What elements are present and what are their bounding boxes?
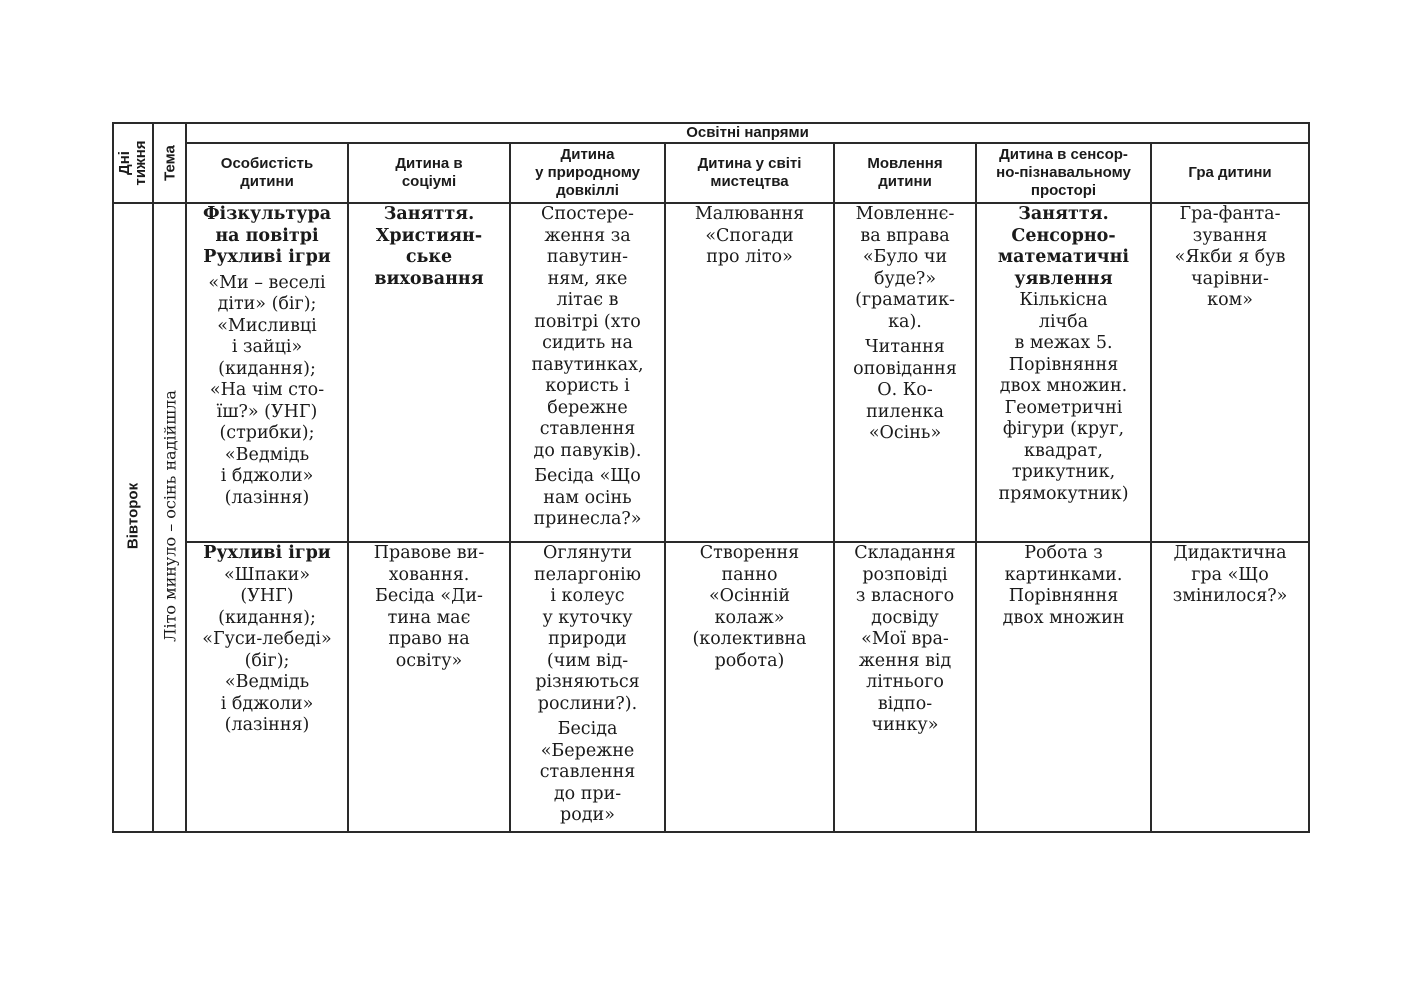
- r1-speech: [834, 203, 976, 542]
- r1-game: [1151, 203, 1309, 542]
- r2-personality-title: Рухливі ігри: [203, 543, 331, 563]
- r1-society-title: Заняття. Християн- ське виховання: [374, 204, 484, 289]
- r1-society: [348, 203, 510, 542]
- r2-nature-text2: Бесіда «Бережне ставлення до при- роди»: [539, 719, 636, 825]
- r2-game: [1151, 542, 1309, 832]
- r2-art: [665, 542, 834, 832]
- header-col-3: Дитина у природному довкіллі: [510, 143, 665, 203]
- header-theme: [153, 123, 186, 203]
- r1-sensory: [976, 203, 1151, 542]
- header-col-1: Особистість дитини: [186, 143, 348, 203]
- header-theme-label: Тема: [161, 145, 178, 181]
- plan-table: [112, 122, 1310, 833]
- header-days: [113, 123, 153, 203]
- header-col-6: Дитина в сенсор- но-пізнавальному просторі: [976, 143, 1151, 203]
- header-days-line1: Дні: [116, 151, 133, 175]
- header-group-title: Освітні напрями: [186, 123, 1309, 143]
- r2-game-text: Дидактична гра «Що змінилося?»: [1172, 543, 1288, 606]
- header-col-5: Мовлення дитини: [834, 143, 976, 203]
- r2-nature-text1: Оглянути пеларгонію і колеус у куточку природи (чим від- різняються рослини?).: [534, 543, 641, 714]
- r1-nature-text2: Бесіда «Що нам осінь принесла?»: [533, 466, 642, 529]
- header-col-2: Дитина в соціумі: [348, 143, 510, 203]
- header-col-7: Гра дитини: [1151, 143, 1309, 203]
- r2-art-text: Створення панно «Осінній колаж» (колективна робота): [692, 543, 807, 671]
- theme-label: Літо минуло – осінь надійшла: [160, 390, 179, 642]
- table-row: [113, 542, 1309, 832]
- r1-sensory-title: Заняття. Сенсорно- математичні уявлення: [997, 204, 1130, 289]
- r2-sensory-text: Робота з картинками. Порівняння двох множин: [1002, 543, 1125, 628]
- r1-nature: [510, 203, 665, 542]
- r1-game-text: Гра-фанта- зування «Якби я був чарівни- ком»: [1174, 204, 1286, 310]
- r1-personality-title: Фізкультура на повітрі Рухливі ігри: [202, 204, 332, 267]
- r1-personality: [186, 203, 348, 542]
- r2-sensory: [976, 542, 1151, 832]
- r2-speech-text: Складання розповіді з власного досвіду «Мої вра- ження від літнього відпо- чинку»: [854, 543, 956, 735]
- r2-society: [348, 542, 510, 832]
- r2-personality-text: «Шпаки» (УНГ) (кидання); «Гуси-лебеді» (біг); «Ведмідь і бджоли» (лазіння): [202, 564, 332, 735]
- r2-personality: [186, 542, 348, 832]
- r2-society-text: Правове ви- ховання. Бесіда «Ди- тина має право на освіту»: [373, 543, 485, 671]
- table-row: [113, 203, 1309, 542]
- r2-speech: [834, 542, 976, 832]
- header-days-line2: тижня: [132, 140, 149, 186]
- day-cell: [113, 203, 153, 832]
- r1-art: [665, 203, 834, 542]
- header-col-4: Дитина у світі мистецтва: [665, 143, 834, 203]
- r1-nature-text1: Спостере- ження за павутин- ням, яке літає в повітрі (хто сидить на павутинках, користь і бережне ставлення до павуків).: [531, 204, 644, 461]
- r1-speech-text2: Читання оповідання О. Ко- пиленка «Осінь»: [853, 337, 957, 443]
- theme-cell: [153, 203, 186, 832]
- r1-personality-text: «Ми – веселі діти» (біг); «Мисливці і зайці» (кидання); «На чім сто- їш?» (УНГ) (стрибки); «Ведмідь і бджоли» (лазіння): [208, 272, 326, 508]
- day-label: Вівторок: [124, 482, 142, 550]
- r1-speech-text1: Мовленнє- ва вправа «Було чи буде?» (граматик- ка).: [855, 204, 955, 332]
- r1-sensory-text: Кількісна лічба в межах 5. Порівняння двох множин. Геометричні фігури (круг, квадрат, трикутник, прямокутник): [998, 290, 1129, 504]
- r1-art-text: Малювання «Спогади про літо»: [694, 204, 805, 267]
- r2-nature: [510, 542, 665, 832]
